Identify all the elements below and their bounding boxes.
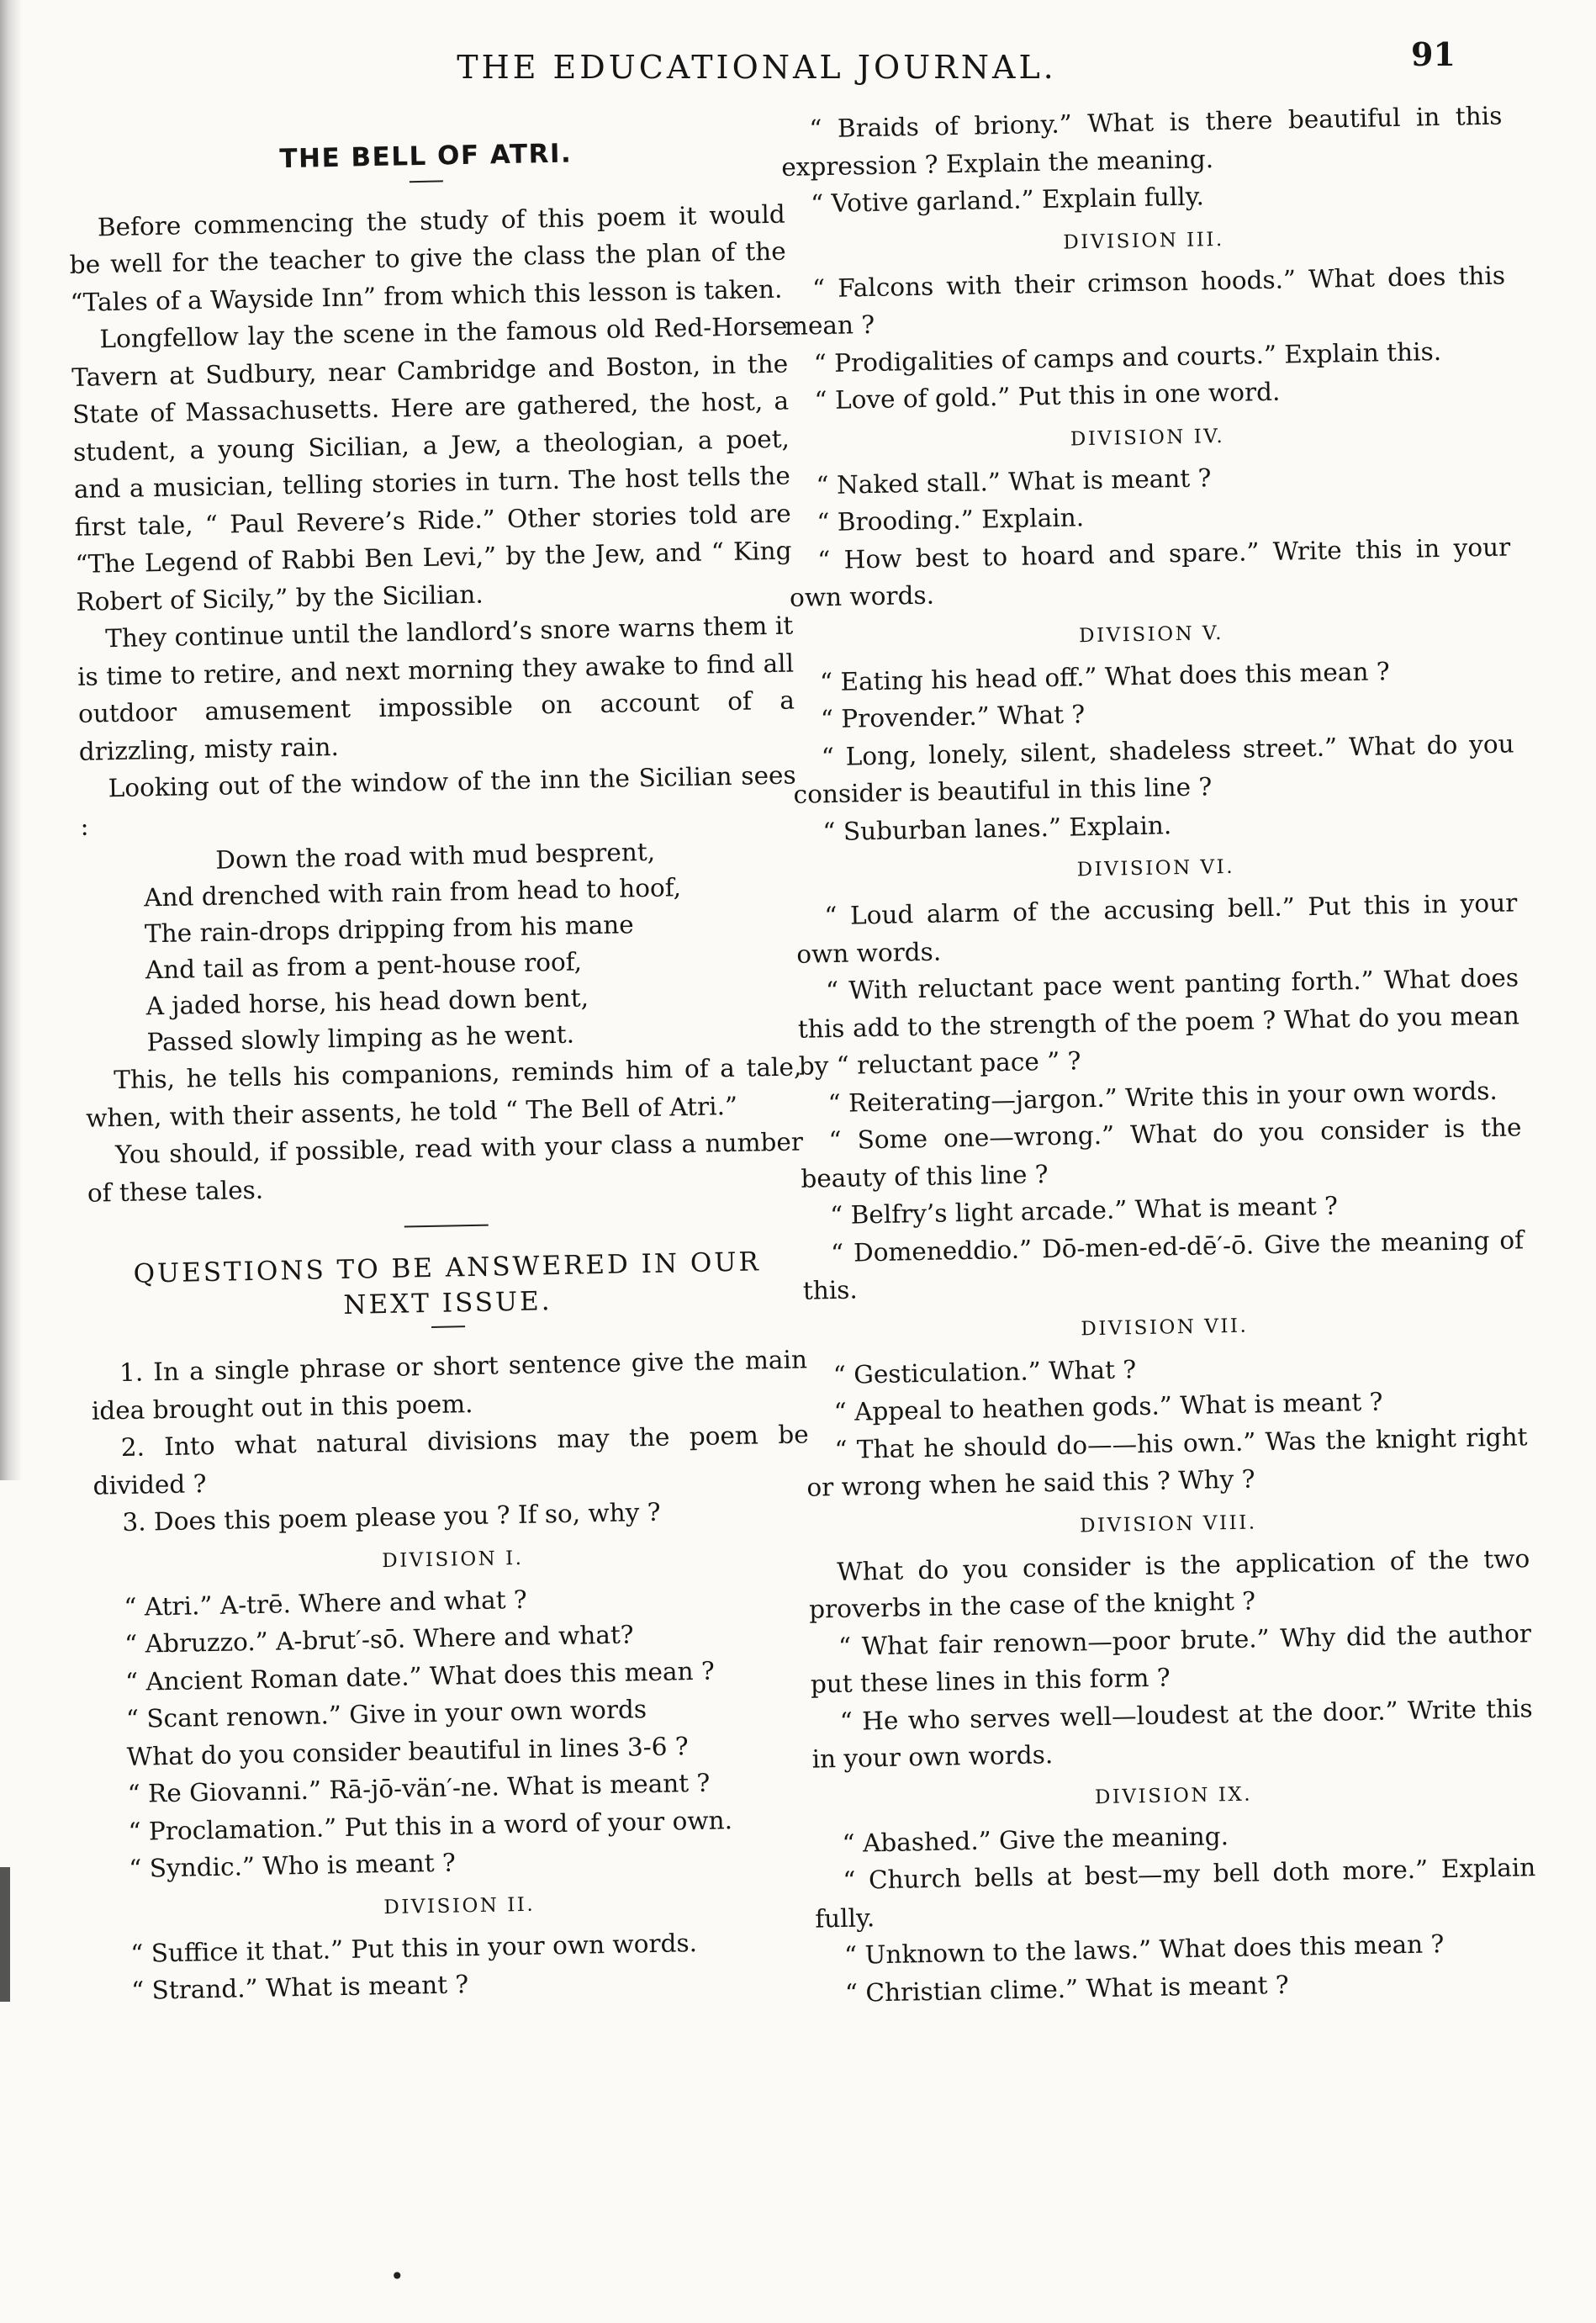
general-question: 2. Into what natural divisions may the poem be divided ? <box>92 1420 809 1500</box>
question-item: “ Love of gold.” Put this in one word. <box>814 377 1281 415</box>
question-item: “ Christian clime.” What is meant ? <box>844 1970 1289 2008</box>
after-verse-paragraph: You should, if possible, read with your class a number of these tales. <box>87 1127 804 1208</box>
question-item: “ Eating his head off.” What does this mean ? <box>819 656 1390 696</box>
question-item: “ That he should do——his own.” Was the knight right or wrong when he said this ? Why ? <box>806 1421 1528 1502</box>
question-item: “ Domeneddio.” Dō-men-ed-dē′-ō. Give the meaning of this. <box>802 1225 1525 1305</box>
question-item: “ Naked stall.” What is meant ? <box>816 463 1212 500</box>
division-heading: DIVISION III. <box>1063 228 1224 254</box>
question-item: “ Scant renown.” Give in your own words <box>125 1695 647 1733</box>
question-item: “ Church bells at best—my bell doth more.” Explain fully. <box>814 1853 1536 1934</box>
question-item: “ Re Giovanni.” Rā-jō-vän′-ne. What is meant ? <box>127 1768 711 1808</box>
section-rule <box>404 1225 489 1228</box>
division-heading: DIVISION II. <box>383 1893 536 1918</box>
division-heading: DIVISION I. <box>382 1547 524 1572</box>
intro-paragraph: They continue until the landlord’s snore warns them it is time to retire, and next morning they awake to find all outdoor amusement impossible on account of a drizzling, misty rain. <box>77 611 795 766</box>
division-heading: DIVISION IV. <box>1070 425 1225 450</box>
division-heading: DIVISION IX. <box>1094 1783 1253 1808</box>
question-item: “ Brooding.” Explain. <box>816 503 1085 537</box>
question-item: “ Strand.” What is meant ? <box>130 1970 469 2005</box>
question-item: “ What fair renown—poor brute.” Why did the author put these lines in this form ? <box>810 1618 1532 1699</box>
question-item: “ Suburban lanes.” Explain. <box>822 810 1172 846</box>
questions-heading: QUESTIONS TO BE ANSWERED IN OUR NEXT ISSUE. <box>133 1246 762 1320</box>
question-item: “ Proclamation.” Put this in a word of your own. <box>128 1805 733 1846</box>
question-item: “ Suffice it that.” Put this in your own words. <box>129 1928 698 1968</box>
question-item: “ Atri.” A-trē. Where and what ? <box>124 1585 528 1622</box>
intro-paragraph: Looking out of the window of the inn the Sicilian sees : <box>80 760 796 841</box>
scan-binding-mark <box>0 1867 10 2002</box>
question-item: “ Prodigalities of camps and courts.” Explain this. <box>813 336 1442 378</box>
question-item: “ Provender.” What ? <box>820 700 1086 734</box>
verse-line: The rain-drops dripping from his mane <box>144 910 634 949</box>
question-item: “ Belfry’s light arcade.” What is meant ? <box>829 1191 1339 1230</box>
question-item: What do you consider beautiful in lines 3-6 ? <box>126 1731 689 1771</box>
article-title: THE BELL OF ATRI. <box>279 138 573 175</box>
general-question: 3. Does this poem please you ? If so, why ? <box>122 1497 661 1537</box>
question-item: “ Appeal to heathen gods.” What is meant ? <box>833 1387 1383 1427</box>
question-item: What do you consider is the application of the two proverbs in the case of the knight ? <box>808 1543 1530 1624</box>
verse-line: A jaded horse, his head down bent, <box>145 983 589 1021</box>
question-item: “ Gesticulation.” What ? <box>832 1354 1137 1389</box>
title-rule <box>410 180 443 183</box>
question-item: “ He who serves well—loudest at the door.” Write this in your own words. <box>811 1693 1533 1774</box>
division-heading: DIVISION VIII. <box>1079 1511 1257 1537</box>
question-item: “ Syndic.” Who is meant ? <box>129 1848 457 1883</box>
question-item: “ Some one—wrong.” What do you consider is the beauty of this line ? <box>801 1113 1522 1193</box>
question-item: “ Long, lonely, silent, shadeless street.” What do you consider is beautiful in this line ? <box>793 728 1514 809</box>
left-column <box>67 131 819 2010</box>
general-question: 1. In a single phrase or short sentence give the main idea brought out in this poem. <box>91 1345 808 1426</box>
question-item: “ Ancient Roman date.” What does this mean ? <box>124 1656 716 1696</box>
questions-rule <box>431 1326 465 1328</box>
page-number: 91 <box>1411 35 1456 73</box>
question-item: “ Unknown to the laws.” What does this mean ? <box>843 1929 1445 1970</box>
verse-line: And drenched with rain from head to hoof, <box>143 873 682 913</box>
footer-bullet-mark: • <box>390 2262 404 2290</box>
question-item: “ Abashed.” Give the meaning. <box>842 1821 1229 1858</box>
division-heading: DIVISION V. <box>1078 622 1224 647</box>
intro-paragraph: Before commencing the study of this poem it would be well for the teacher to give the class the plan of the “Tales of a Wayside Inn” from which this lesson is taken. <box>69 199 786 317</box>
verse-line: Passed slowly limping as he went. <box>146 1019 575 1057</box>
question-item: “ Votive garland.” Explain fully. <box>810 182 1205 219</box>
question-item: “ Loud alarm of the accusing bell.” Put this in your own words. <box>795 888 1518 969</box>
division-heading: DIVISION VII. <box>1081 1315 1249 1340</box>
question-item: “ How best to hoard and spare.” Write this in your own words. <box>789 532 1511 612</box>
question-item: “ With reluctant pace went panting forth.” What does this add to the strength of the poem ? What do you mean by “ reluctant pace ” ? <box>797 963 1520 1081</box>
scan-shadow-edge <box>0 0 22 1480</box>
after-verse-paragraph: This, he tells his companions, reminds him of a tale, when, with their assents, he told “ The Bell of Atri.” <box>85 1052 802 1133</box>
question-item: “ Abruzzo.” A-brut′-sō. Where and what? <box>124 1620 634 1659</box>
journal-header: THE EDUCATIONAL JOURNAL. <box>457 49 1057 86</box>
question-item: “ Braids of briony.” What is there beautiful in this expression ? Explain the meaning. <box>780 101 1503 182</box>
intro-paragraph: Longfellow lay the scene in the famous old Red-Horse Tavern at Sudbury, near Cambridge and Boston, in the State of Massachusetts. Here are gathered, the host, a student, a young Sicilian, a Jew, a theologian, a poet, and a musician, telling stories in turn. The host tells the first tale, “ Paul Revere’s Ride.” Other stories told are “The Legend of Rabbi Ben Levi,” by the Jew, and “ King Robert of Sicily,” by the Sicilian. <box>71 311 792 616</box>
verse-line: And tail as from a pent-house roof, <box>145 947 583 985</box>
right-column <box>780 98 1538 2013</box>
question-item: “ Reiterating—jargon.” Write this in your own words. <box>827 1076 1498 1118</box>
poem-excerpt <box>81 831 801 1061</box>
division-heading: DIVISION VI. <box>1076 855 1235 881</box>
verse-line: Down the road with mud besprent, <box>215 837 656 875</box>
question-item: “ Falcons with their crimson hoods.” What does this mean ? <box>784 260 1506 341</box>
